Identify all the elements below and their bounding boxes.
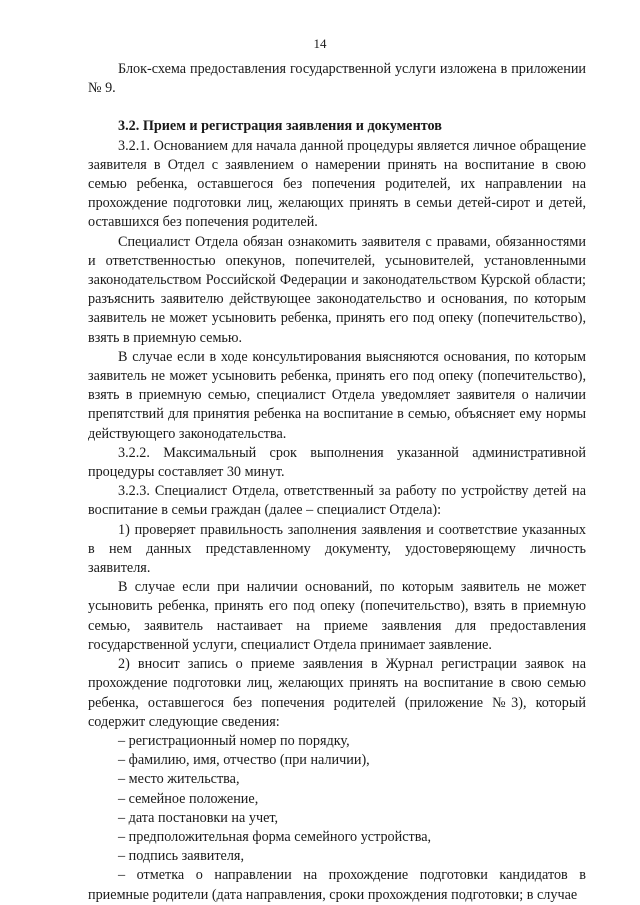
list-item: – дата постановки на учет, xyxy=(118,809,279,826)
list-item: – семейное положение, xyxy=(118,790,259,807)
list-item: – предположительная форма семейного устройства, xyxy=(118,828,432,845)
spacer xyxy=(88,98,586,117)
paragraph-flowchart-note: Блок-схема предоставления государственной услуги изложена в приложении № 9. xyxy=(88,61,586,97)
list-item: – фамилию, имя, отчество (при наличии), xyxy=(118,752,370,769)
page-number: 14 xyxy=(313,36,327,51)
list-item: – подпись заявителя, xyxy=(118,848,245,865)
list-item: – регистрационный номер по порядку, xyxy=(118,732,350,749)
paragraph-item-1: 1) проверяет правильность заполнения заявления и соответствие указанных в нем данных представленному документу, удостоверяющему личность заявителя. xyxy=(88,521,586,577)
paragraph-3-2-2: 3.2.2. Максимальный срок выполнения указанной административной процедуры составляет 30 минут. xyxy=(88,444,586,481)
paragraph-item-2: 2) вносит запись о приеме заявления в Журнал регистрации заявок на прохождение подготовки лиц, желающих принять на воспитание в свою семью ребенка, оставшегося без попечения родителей (приложение №3), который содержит следующие сведения: xyxy=(88,656,586,730)
paragraph-final: – отметка о направлении на прохождение подготовки кандидатов в приемные родители (дата направления, сроки прохождения подготовки; в случае xyxy=(88,867,586,903)
info-list xyxy=(88,732,586,866)
paragraph-consultation: В случае если в ходе консультирования выясняются основания, по которым заявитель не может усыновить ребенка, принять его под опеку (попечительство), взять в приемную семью, специалист Отдела уведомляет заявителя о наличии препятствий для принятия ребенка на воспитание в семью, объясняет ему нормы действующего законодательства. xyxy=(88,348,586,442)
paragraph-insists: В случае если при наличии оснований, по которым заявитель не может усыновить ребенка, принять его под опеку (попечительство), взять в приемную семью, заявитель настаивает на приеме заявления для предоставления государственной услуги, специалист Отдела принимает заявление. xyxy=(88,579,586,653)
document-body xyxy=(88,60,586,905)
paragraph-3-2-3: 3.2.3. Специалист Отдела, ответственный за работу по устройству детей на воспитание в семьи граждан (далее – специалист Отдела): xyxy=(88,483,586,519)
section-heading: 3.2. Прием и регистрация заявления и документов xyxy=(118,118,442,135)
paragraph-specialist-duties: Специалист Отдела обязан ознакомить заявителя с правами, обязанностями и ответственностью опекунов, попечителей, усыновителей, установленными законодательством Российской Федерации и законодательством Курской области; разъяснить заявителю действующее законодательство и основания, по которым заявитель не может усыновить ребенка, принять его под опеку (попечительство), взять в приемную семью. xyxy=(88,233,586,346)
paragraph-3-2-1: 3.2.1. Основанием для начала данной процедуры является личное обращение заявителя в Отдел с заявлением о намерении принять на воспитание в свою семью ребенка, оставшегося без попечения родителей, их направлении на прохождение подготовки лиц, желающих принять в семьи детей-сирот и детей, оставшихся без попечения родителей. xyxy=(88,137,586,231)
list-item: – место жительства, xyxy=(118,771,240,788)
